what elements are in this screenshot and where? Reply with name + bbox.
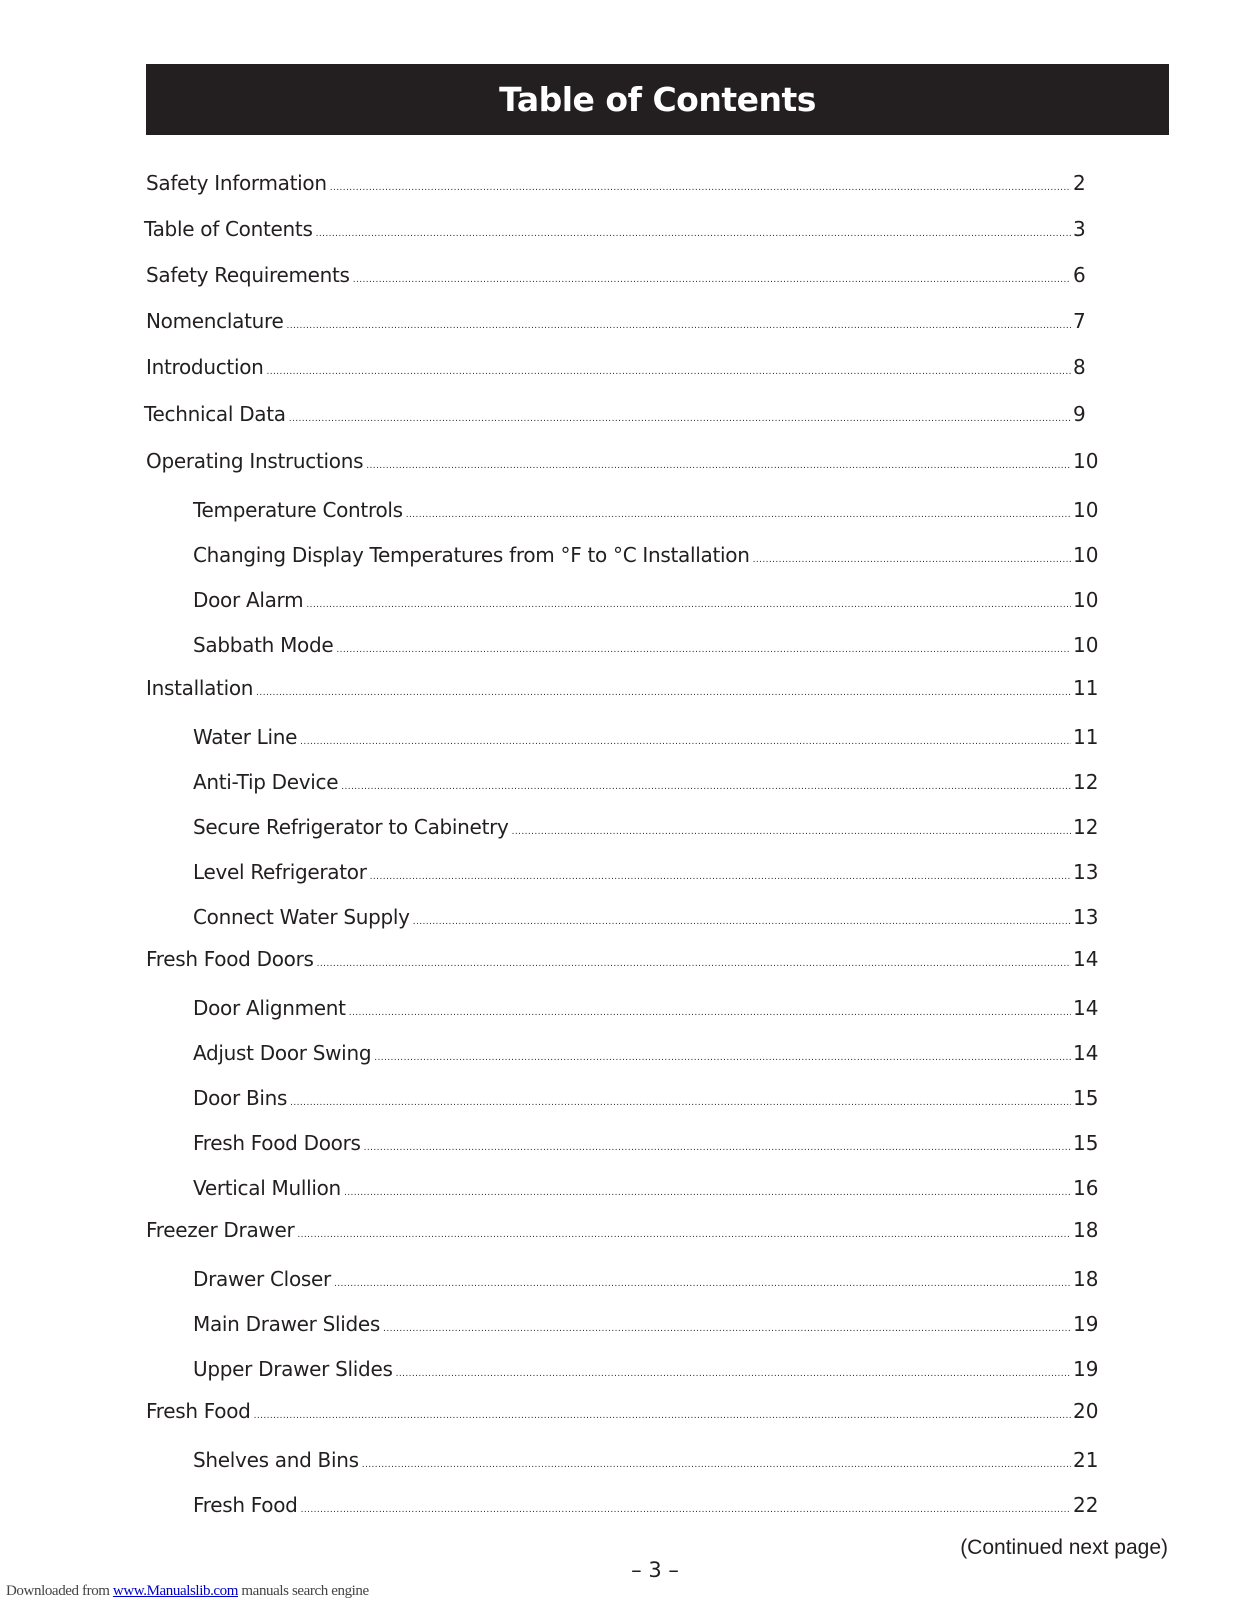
footer-suffix: manuals search engine (238, 1583, 369, 1599)
toc-leader-dots (396, 1361, 1071, 1387)
toc-entry (193, 814, 1101, 840)
toc-entry (193, 1175, 1101, 1201)
toc-entry (193, 1356, 1101, 1382)
toc-entry (193, 1085, 1101, 1111)
toc-leader-dots (353, 267, 1071, 293)
toc-leader-dots (256, 680, 1071, 706)
toc-entry-label: Technical Data (144, 402, 286, 426)
toc-entry-label: Vertical Mullion (193, 1176, 341, 1200)
toc-entry-label: Level Refrigerator (193, 860, 367, 884)
toc-entry-label: Fresh Food Doors (146, 947, 314, 971)
toc-entry-label: Door Bins (193, 1086, 288, 1110)
toc-leader-dots (364, 1135, 1071, 1161)
toc-leader-dots (289, 406, 1071, 432)
toc-entry (193, 1040, 1101, 1066)
toc-entry-label: Secure Refrigerator to Cabinetry (193, 815, 509, 839)
toc-entry-page: 3 (1073, 217, 1086, 241)
toc-leader-dots (406, 502, 1071, 528)
toc-entry-page: 11 (1073, 725, 1099, 749)
toc-entry-label: Door Alignment (193, 996, 346, 1020)
toc-entry-page: 8 (1073, 355, 1086, 379)
toc-entry-page: 10 (1073, 588, 1099, 612)
toc-leader-dots (341, 774, 1071, 800)
toc-entry-label: Upper Drawer Slides (193, 1357, 393, 1381)
toc-entry-label: Fresh Food Doors (193, 1131, 361, 1155)
toc-leader-dots (286, 313, 1071, 339)
toc-entry-label: Installation (146, 676, 254, 700)
toc-entry (193, 1311, 1101, 1337)
toc-entry-page: 19 (1073, 1357, 1099, 1381)
toc-leader-dots (753, 547, 1071, 573)
toc-entry (193, 542, 1101, 568)
toc-entry-label: Safety Information (146, 171, 327, 195)
toc-leader-dots (349, 1000, 1071, 1026)
toc-entry-label: Fresh Food (193, 1493, 298, 1517)
toc-entry (193, 859, 1101, 885)
toc-entry (146, 262, 1101, 288)
toc-leader-dots (344, 1180, 1071, 1206)
toc-entry (193, 769, 1101, 795)
toc-leader-dots (317, 951, 1071, 977)
toc-entry (193, 904, 1101, 930)
toc-entry (146, 308, 1101, 334)
toc-entry-page: 6 (1073, 263, 1086, 287)
manualslib-link[interactable]: www.Manualslib.com (112, 1583, 239, 1599)
page-title: Table of Contents (499, 80, 816, 119)
page-number: – 3 – (631, 1558, 679, 1582)
toc-entry-page: 12 (1073, 770, 1099, 794)
toc-entry-label: Sabbath Mode (193, 633, 334, 657)
toc-leader-dots (297, 1222, 1071, 1248)
toc-entry-page: 10 (1073, 633, 1099, 657)
toc-entry (146, 675, 1101, 701)
toc-entry-page: 15 (1073, 1131, 1099, 1155)
toc-entry-page: 14 (1073, 1041, 1099, 1065)
toc-entry-label: Anti-Tip Device (193, 770, 339, 794)
download-footer (6, 1583, 369, 1600)
toc-entry-page: 7 (1073, 309, 1086, 333)
toc-entry-label: Drawer Closer (193, 1267, 331, 1291)
title-bar (146, 64, 1169, 135)
toc-leader-dots (366, 453, 1071, 479)
toc-entry-label: Nomenclature (146, 309, 284, 333)
toc-entry-page: 18 (1073, 1267, 1099, 1291)
toc-leader-dots (330, 175, 1071, 201)
toc-leader-dots (383, 1316, 1071, 1342)
toc-entry (193, 1266, 1101, 1292)
footer-prefix: Downloaded from (6, 1583, 113, 1599)
toc-leader-dots (374, 1045, 1071, 1071)
toc-entry-page: 10 (1073, 543, 1099, 567)
toc-entry (146, 946, 1101, 972)
toc-entry-label: Changing Display Temperatures from °F to °C Installation (193, 543, 750, 567)
toc-entry-page: 10 (1073, 449, 1099, 473)
toc-entry-label: Main Drawer Slides (193, 1312, 381, 1336)
toc-entry (146, 1217, 1101, 1243)
toc-entry-label: Water Line (193, 725, 298, 749)
toc-entry (193, 632, 1101, 658)
toc-entry-label: Introduction (146, 355, 264, 379)
toc-entry-label: Operating Instructions (146, 449, 364, 473)
toc-entry-page: 13 (1073, 905, 1099, 929)
toc-entry (193, 1447, 1101, 1473)
toc-entry (144, 216, 1101, 242)
toc-entry-page: 14 (1073, 996, 1099, 1020)
toc-leader-dots (267, 359, 1071, 385)
toc-leader-dots (334, 1271, 1071, 1297)
toc-entry-label: Temperature Controls (193, 498, 403, 522)
toc-entry (146, 1398, 1101, 1424)
toc-entry (193, 587, 1101, 613)
toc-entry (193, 497, 1101, 523)
toc-entry-page: 16 (1073, 1176, 1099, 1200)
toc-entry-page: 13 (1073, 860, 1099, 884)
toc-entry-label: Connect Water Supply (193, 905, 410, 929)
toc-entry-page: 20 (1073, 1399, 1099, 1423)
toc-entry (146, 354, 1101, 380)
toc-entry-page: 21 (1073, 1448, 1099, 1472)
toc-entry-page: 18 (1073, 1218, 1099, 1242)
toc-leader-dots (300, 729, 1071, 755)
toc-leader-dots (336, 637, 1071, 663)
toc-entry-label: Freezer Drawer (146, 1218, 295, 1242)
toc-entry-label: Shelves and Bins (193, 1448, 359, 1472)
toc-entry-label: Door Alarm (193, 588, 304, 612)
toc-entry-page: 15 (1073, 1086, 1099, 1110)
toc-leader-dots (301, 1497, 1071, 1523)
toc-entry-page: 11 (1073, 676, 1099, 700)
toc-entry (193, 724, 1101, 750)
toc-entry (146, 448, 1101, 474)
toc-entry (193, 1492, 1101, 1518)
toc-leader-dots (254, 1403, 1071, 1429)
continued-note: (Continued next page) (960, 1536, 1168, 1559)
toc-entry (144, 401, 1101, 427)
toc-entry (146, 170, 1101, 196)
toc-leader-dots (413, 909, 1071, 935)
toc-leader-dots (290, 1090, 1071, 1116)
toc-leader-dots (362, 1452, 1071, 1478)
toc-entry-page: 22 (1073, 1493, 1099, 1517)
toc-leader-dots (370, 864, 1071, 890)
toc-leader-dots (316, 221, 1071, 247)
toc-leader-dots (306, 592, 1071, 618)
toc-entry (193, 1130, 1101, 1156)
toc-entry-label: Fresh Food (146, 1399, 251, 1423)
toc-entry-label: Safety Requirements (146, 263, 350, 287)
toc-entry-page: 2 (1073, 171, 1086, 195)
toc-leader-dots (512, 819, 1071, 845)
toc-entry-label: Table of Contents (144, 217, 313, 241)
toc-entry-page: 9 (1073, 402, 1086, 426)
toc-entry-label: Adjust Door Swing (193, 1041, 372, 1065)
toc-entry-page: 12 (1073, 815, 1099, 839)
toc-entry-page: 14 (1073, 947, 1099, 971)
toc-entry (193, 995, 1101, 1021)
toc-entry-page: 10 (1073, 498, 1099, 522)
toc-entry-page: 19 (1073, 1312, 1099, 1336)
